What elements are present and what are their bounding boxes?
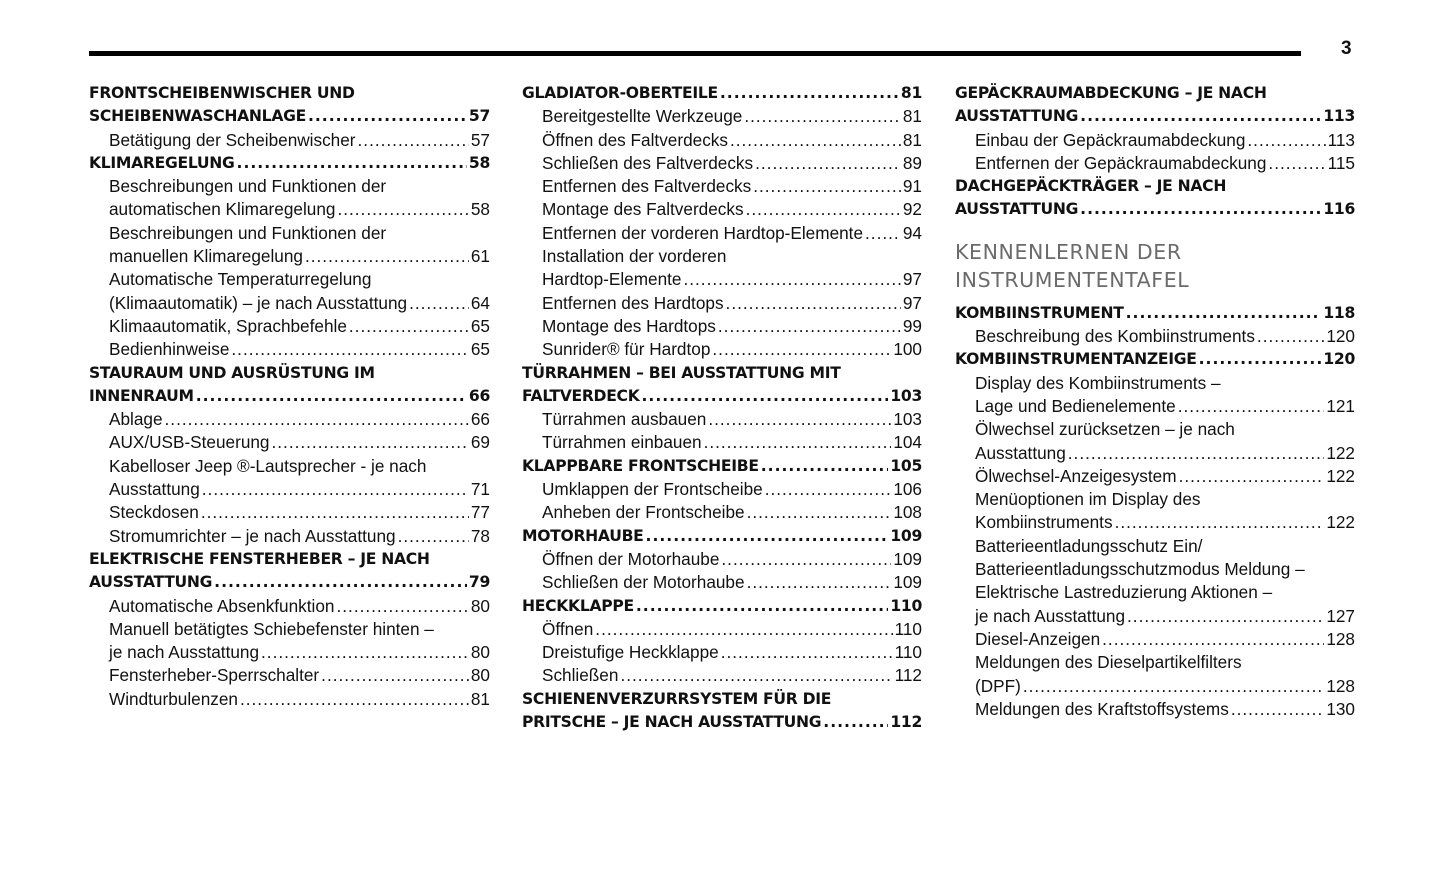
toc-leader-dots: [1268, 152, 1325, 175]
toc-leader-dots: [747, 501, 892, 524]
toc-sub-entry[interactable]: [522, 222, 922, 245]
toc-leader-dots: [620, 664, 892, 687]
toc-sub-entry[interactable]: [89, 175, 490, 222]
toc-entry-text: Dreistufige Heckklappe: [542, 642, 719, 663]
toc-leader-dots: [165, 408, 469, 431]
toc-page-number: 115: [1327, 152, 1355, 173]
toc-sub-entry[interactable]: [522, 501, 922, 524]
toc-leader-dots: [305, 245, 469, 268]
toc-entry-text: Bereitgestellte Werkzeuge: [542, 106, 743, 127]
toc-leader-dots: [1023, 675, 1324, 698]
toc-sub-entry[interactable]: [955, 535, 1355, 628]
toc-page-number: 81: [470, 688, 490, 709]
toc-leader-dots: [237, 152, 467, 175]
toc-page-number: 89: [902, 152, 922, 173]
toc-page-number: 92: [902, 199, 922, 220]
toc-entry-text: Windturbulenzen: [109, 688, 238, 709]
toc-leader-dots: [1231, 698, 1325, 721]
toc-sub-entry[interactable]: [522, 198, 922, 221]
toc-leader-dots: [1179, 465, 1325, 488]
toc-entry-text: INNENRAUM: [89, 386, 194, 405]
toc-leader-dots: [1068, 442, 1325, 465]
toc-sub-entry[interactable]: [89, 525, 490, 548]
toc-leader-dots: [321, 664, 469, 687]
toc-sub-entry[interactable]: [522, 129, 922, 152]
toc-page-number: 128: [1326, 628, 1355, 649]
toc-entry-text: Elektrische Lastreduzierung Aktionen –: [975, 582, 1273, 603]
toc-entry-text: Manuell betätigtes Schiebefenster hinten –: [109, 618, 434, 639]
toc-entry-text: (DPF): [975, 675, 1021, 696]
toc-sub-entry[interactable]: [89, 268, 490, 315]
toc-leader-dots: [712, 338, 891, 361]
toc-sub-entry[interactable]: [955, 698, 1355, 721]
toc-leader-dots: [337, 595, 469, 618]
toc-sub-entry[interactable]: [955, 418, 1355, 465]
toc-entry-text: Schließen der Motorhaube: [542, 572, 745, 593]
toc-page-number: 120: [1326, 326, 1355, 347]
toc-entry-text: Ausstattung: [109, 479, 200, 500]
toc-entry-text: Ölwechsel-Anzeigesystem: [975, 465, 1177, 486]
toc-leader-dots: [683, 268, 900, 291]
toc-entry-text: HECKKLAPPE: [522, 596, 634, 615]
toc-sub-entry[interactable]: [522, 105, 922, 128]
toc-leader-dots: [755, 152, 901, 175]
toc-page-number: 130: [1326, 698, 1355, 719]
toc-entry-text: manuellen Klimaregelung: [109, 246, 303, 267]
toc-entry-text: Anheben der Frontscheibe: [542, 502, 745, 523]
toc-page-number: 104: [893, 432, 922, 453]
toc-leader-dots: [708, 408, 891, 431]
toc-page-number: 120: [1323, 350, 1355, 369]
toc-page-number: 100: [893, 339, 922, 360]
toc-leader-dots: [1115, 511, 1325, 534]
toc-main-entry[interactable]: [89, 548, 490, 595]
toc-page-number: 97: [902, 269, 922, 290]
toc-entry-text: KLAPPBARE FRONTSCHEIBE: [522, 456, 759, 475]
toc-page-number: 66: [470, 409, 490, 430]
toc-page-number: 103: [893, 409, 922, 430]
toc-leader-dots: [726, 292, 901, 315]
toc-column-2: [522, 82, 922, 734]
toc-sub-entry[interactable]: [89, 688, 490, 711]
toc-leader-dots: [308, 105, 467, 128]
toc-leader-dots: [358, 129, 469, 152]
toc-main-entry[interactable]: [89, 82, 490, 129]
toc-entry-text: (Klimaautomatik) – je nach Ausstattung: [109, 292, 408, 313]
toc-entry-text: Kombiinstruments: [975, 512, 1113, 533]
toc-sub-entry[interactable]: [522, 641, 922, 664]
toc-leader-dots: [201, 501, 469, 524]
toc-page-number: 61: [470, 246, 490, 267]
toc-entry-text: AUX/USB-Steuerung: [109, 432, 270, 453]
toc-leader-dots: [761, 455, 889, 478]
toc-sub-entry[interactable]: [522, 571, 922, 594]
toc-leader-dots: [1102, 628, 1324, 651]
toc-page-number: 77: [470, 502, 490, 523]
toc-leader-dots: [1127, 605, 1324, 628]
toc-page-number: 121: [1326, 395, 1355, 416]
toc-main-entry[interactable]: [522, 362, 922, 409]
toc-page-number: 128: [1326, 675, 1355, 696]
toc-page-number: 110: [890, 596, 922, 615]
toc-page-number: 110: [894, 642, 922, 663]
toc-page-number: 58: [470, 199, 490, 220]
toc-entry-text: Batterieentladungsschutz Ein/: [975, 535, 1203, 556]
toc-entry-text: Menüoptionen im Display des: [975, 489, 1201, 510]
toc-leader-dots: [409, 292, 469, 315]
toc-page-number: 110: [894, 618, 922, 639]
toc-sub-entry[interactable]: [89, 129, 490, 152]
toc-entry-text: Umklappen der Frontscheibe: [542, 479, 763, 500]
toc-page-number: 112: [890, 713, 922, 732]
toc-entry-text: Öffnen der Motorhaube: [542, 548, 720, 569]
toc-entry-text: Hardtop-Elemente: [542, 269, 682, 290]
toc-entry-text: Kabelloser Jeep ®-Lautsprecher - je nach: [109, 455, 427, 476]
toc-leader-dots: [240, 688, 469, 711]
toc-entry-text: FRONTSCHEIBENWISCHER UND: [89, 84, 355, 102]
toc-page-number: 103: [890, 386, 922, 405]
toc-entry-text: automatischen Klimaregelung: [109, 199, 336, 220]
toc-column-3: [955, 82, 1355, 721]
toc-page-number: 116: [1323, 200, 1355, 219]
toc-entry-text: Beschreibungen und Funktionen der: [109, 222, 387, 243]
toc-page-number: 113: [1323, 107, 1355, 126]
toc-leader-dots: [1080, 105, 1321, 128]
toc-leader-dots: [823, 711, 888, 734]
toc-sub-entry[interactable]: [522, 431, 922, 454]
toc-leader-dots: [744, 105, 901, 128]
toc-leader-dots: [196, 385, 467, 408]
toc-page-number: 80: [470, 642, 490, 663]
toc-main-entry[interactable]: [955, 82, 1355, 129]
toc-page-number: 58: [468, 153, 490, 172]
toc-entry-text: Schließen: [542, 665, 619, 686]
toc-page-number: 97: [902, 292, 922, 313]
toc-leader-dots: [1199, 348, 1322, 371]
toc-entry-text: AUSSTATTUNG: [955, 200, 1079, 219]
toc-sub-entry[interactable]: [89, 315, 490, 338]
toc-page-number: 113: [1327, 129, 1355, 150]
toc-leader-dots: [349, 315, 469, 338]
toc-leader-dots: [261, 641, 469, 664]
toc-entry-text: Automatische Absenkfunktion: [109, 595, 335, 616]
toc-leader-dots: [746, 198, 901, 221]
toc-entry-text: DACHGEPÄCKTRÄGER – JE NACH: [955, 177, 1227, 196]
toc-entry-text: Ablage: [109, 409, 163, 430]
toc-sub-entry[interactable]: [955, 628, 1355, 651]
toc-entry-text: Beschreibung des Kombiinstruments: [975, 326, 1255, 347]
toc-main-entry[interactable]: [955, 302, 1355, 325]
toc-entry-text: Fensterheber-Sperrschalter: [109, 665, 320, 686]
toc-sub-entry[interactable]: [89, 664, 490, 687]
toc-entry-text: PRITSCHE – JE NACH AUSSTATTUNG: [522, 713, 822, 732]
toc-leader-dots: [646, 525, 889, 548]
toc-main-entry[interactable]: [522, 595, 922, 618]
toc-page-number: 99: [902, 315, 922, 336]
toc-sub-entry[interactable]: [89, 618, 490, 665]
toc-sub-entry[interactable]: [955, 325, 1355, 348]
toc-leader-dots: [730, 129, 901, 152]
toc-entry-text: GEPÄCKRAUMABDECKUNG – JE NACH: [955, 84, 1267, 102]
page-number: 3: [1341, 38, 1352, 59]
toc-page-number: 65: [470, 315, 490, 336]
toc-page-number: 69: [470, 432, 490, 453]
toc-sub-entry[interactable]: [89, 222, 490, 269]
toc-sub-entry[interactable]: [955, 152, 1355, 175]
toc-entry-text: Display des Kombiinstruments –: [975, 372, 1221, 393]
toc-leader-dots: [1247, 129, 1325, 152]
toc-entry-text: Montage des Hardtops: [542, 315, 716, 336]
toc-page-number: 118: [1323, 303, 1355, 322]
toc-entry-text: Bedienhinweise: [109, 339, 230, 360]
toc-entry-text: ELEKTRISCHE FENSTERHEBER – JE NACH: [89, 549, 430, 568]
toc-entry-text: je nach Ausstattung: [975, 605, 1126, 626]
toc-entry-text: Installation der vorderen: [542, 246, 727, 267]
toc-entry-text: Lage und Bedienelemente: [975, 395, 1176, 416]
toc-page-number: 66: [468, 386, 490, 405]
toc-entry-text: je nach Ausstattung: [109, 642, 260, 663]
toc-entry-text: GLADIATOR-OBERTEILE: [522, 84, 718, 102]
toc-page-number: 108: [893, 502, 922, 523]
toc-entry-text: Klimaautomatik, Sprachbefehle: [109, 315, 347, 336]
toc-main-entry[interactable]: [955, 348, 1355, 371]
toc-sub-entry[interactable]: [89, 455, 490, 502]
toc-leader-dots: [753, 175, 901, 198]
toc-sub-entry[interactable]: [955, 372, 1355, 419]
toc-sub-entry[interactable]: [522, 548, 922, 571]
toc-leader-dots: [231, 338, 468, 361]
toc-sub-entry[interactable]: [522, 292, 922, 315]
toc-sub-entry[interactable]: [89, 595, 490, 618]
toc-page-number: 81: [900, 84, 922, 102]
toc-page-number: 122: [1326, 512, 1355, 533]
toc-entry-text: Öffnen: [542, 618, 594, 639]
toc-entry-text: KLIMAREGELUNG: [89, 153, 235, 172]
toc-leader-dots: [1178, 395, 1325, 418]
section-heading-line: INSTRUMENTENTAFEL: [955, 267, 1190, 292]
toc-entry-text: Ölwechsel zurücksetzen – je nach: [975, 419, 1235, 440]
toc-entry-text: Türrahmen ausbauen: [542, 409, 707, 430]
toc-leader-dots: [398, 525, 469, 548]
toc-page-number: 112: [894, 665, 922, 686]
toc-leader-dots: [747, 571, 892, 594]
toc-entry-text: Beschreibungen und Funktionen der: [109, 176, 387, 197]
toc-main-entry[interactable]: [955, 175, 1355, 222]
toc-entry-text: KOMBIINSTRUMENTANZEIGE: [955, 350, 1197, 369]
toc-entry-text: Entfernen der Gepäckraumabdeckung: [975, 152, 1267, 173]
toc-sub-entry[interactable]: [955, 129, 1355, 152]
toc-page-number: 91: [902, 176, 922, 197]
toc-main-entry[interactable]: [522, 82, 922, 105]
toc-entry-text: SCHIENENVERZURRSYSTEM FÜR DIE: [522, 689, 832, 708]
toc-leader-dots: [202, 478, 469, 501]
toc-page-number: 122: [1326, 442, 1355, 463]
toc-sub-entry[interactable]: [522, 315, 922, 338]
toc-sub-entry[interactable]: [955, 651, 1355, 698]
toc-page-number: 94: [902, 222, 922, 243]
toc-leader-dots: [765, 478, 892, 501]
toc-entry-text: Entfernen der vorderen Hardtop-Elemente: [542, 222, 864, 243]
toc-sub-entry[interactable]: [89, 408, 490, 431]
toc-column-1: [89, 82, 490, 711]
toc-page-number: 106: [893, 479, 922, 500]
toc-main-entry[interactable]: [522, 455, 922, 478]
toc-sub-entry[interactable]: [89, 431, 490, 454]
toc-entry-text: Sunrider® für Hardtop: [542, 339, 711, 360]
toc-sub-entry[interactable]: [955, 488, 1355, 535]
toc-page-number: 109: [893, 572, 922, 593]
toc-page-number: 79: [468, 573, 490, 592]
toc-leader-dots: [721, 548, 891, 571]
toc-sub-entry[interactable]: [522, 245, 922, 292]
toc-main-entry[interactable]: [522, 688, 922, 735]
toc-sub-entry[interactable]: [522, 408, 922, 431]
toc-leader-dots: [337, 198, 468, 221]
toc-leader-dots: [595, 618, 892, 641]
toc-entry-text: STAURAUM UND AUSRÜSTUNG IM: [89, 363, 375, 382]
section-heading: [955, 238, 1355, 294]
toc-leader-dots: [1257, 325, 1324, 348]
toc-page-number: 81: [902, 129, 922, 150]
toc-entry-text: KOMBIINSTRUMENT: [955, 303, 1124, 322]
toc-leader-dots: [214, 571, 467, 594]
toc-sub-entry[interactable]: [522, 478, 922, 501]
toc-leader-dots: [1080, 198, 1321, 221]
toc-page-number: 64: [470, 292, 490, 313]
toc-entry-text: Meldungen des Dieselpartikelfilters: [975, 652, 1242, 673]
section-heading-line: KENNENLERNEN DER: [955, 239, 1182, 264]
toc-page-number: 78: [470, 525, 490, 546]
toc-page-number: 127: [1326, 605, 1355, 626]
toc-entry-text: Öffnen des Faltverdecks: [542, 129, 728, 150]
toc-leader-dots: [272, 431, 469, 454]
toc-leader-dots: [704, 431, 892, 454]
toc-entry-text: FALTVERDECK: [522, 386, 640, 405]
toc-page-number: 81: [902, 106, 922, 127]
toc-leader-dots: [636, 595, 889, 618]
toc-leader-dots: [865, 222, 901, 245]
toc-page-number: 109: [893, 548, 922, 569]
toc-sub-entry[interactable]: [522, 338, 922, 361]
toc-entry-text: Batterieentladungsschutzmodus Meldung –: [975, 559, 1305, 580]
toc-leader-dots: [1126, 302, 1322, 325]
toc-page-number: 80: [470, 665, 490, 686]
toc-entry-text: Entfernen des Faltverdecks: [542, 176, 752, 197]
toc-page-number: 65: [470, 339, 490, 360]
toc-entry-text: Betätigung der Scheibenwischer: [109, 129, 356, 150]
toc-main-entry[interactable]: [89, 362, 490, 409]
toc-entry-text: Meldungen des Kraftstoffsystems: [975, 698, 1229, 719]
toc-page-number: 57: [470, 129, 490, 150]
toc-sub-entry[interactable]: [522, 618, 922, 641]
toc-entry-text: MOTORHAUBE: [522, 526, 644, 545]
toc-page-number: 80: [470, 595, 490, 616]
toc-entry-text: TÜRRAHMEN – BEI AUSSTATTUNG MIT: [522, 363, 841, 382]
toc-entry-text: SCHEIBENWASCHANLAGE: [89, 107, 306, 126]
toc-entry-text: Steckdosen: [109, 502, 199, 523]
toc-entry-text: Entfernen des Hardtops: [542, 292, 724, 313]
toc-leader-dots: [721, 641, 893, 664]
toc-entry-text: Diesel-Anzeigen: [975, 628, 1101, 649]
toc-main-entry[interactable]: [89, 152, 490, 175]
toc-leader-dots: [720, 82, 899, 105]
toc-sub-entry[interactable]: [89, 501, 490, 524]
toc-sub-entry[interactable]: [522, 152, 922, 175]
toc-main-entry[interactable]: [522, 525, 922, 548]
toc-entry-text: Montage des Faltverdecks: [542, 199, 744, 220]
toc-leader-dots: [718, 315, 901, 338]
header-rule: [89, 51, 1301, 56]
toc-sub-entry[interactable]: [89, 338, 490, 361]
toc-entry-text: Einbau der Gepäckraumabdeckung: [975, 129, 1246, 150]
toc-entry-text: Schließen des Faltverdecks: [542, 152, 754, 173]
toc-entry-text: AUSSTATTUNG: [89, 573, 213, 592]
toc-leader-dots: [641, 385, 888, 408]
toc-sub-entry[interactable]: [522, 175, 922, 198]
toc-page-number: 71: [470, 479, 490, 500]
toc-sub-entry[interactable]: [955, 465, 1355, 488]
toc-page-number: 109: [890, 526, 922, 545]
toc-page-number: 57: [468, 107, 490, 126]
toc-page-number: 122: [1326, 465, 1355, 486]
toc-entry-text: AUSSTATTUNG: [955, 107, 1079, 126]
toc-page-number: 105: [890, 456, 922, 475]
toc-entry-text: Stromumrichter – je nach Ausstattung: [109, 525, 396, 546]
toc-entry-text: Automatische Temperaturregelung: [109, 269, 372, 290]
toc-entry-text: Ausstattung: [975, 442, 1066, 463]
toc-sub-entry[interactable]: [522, 664, 922, 687]
toc-entry-text: Türrahmen einbauen: [542, 432, 702, 453]
